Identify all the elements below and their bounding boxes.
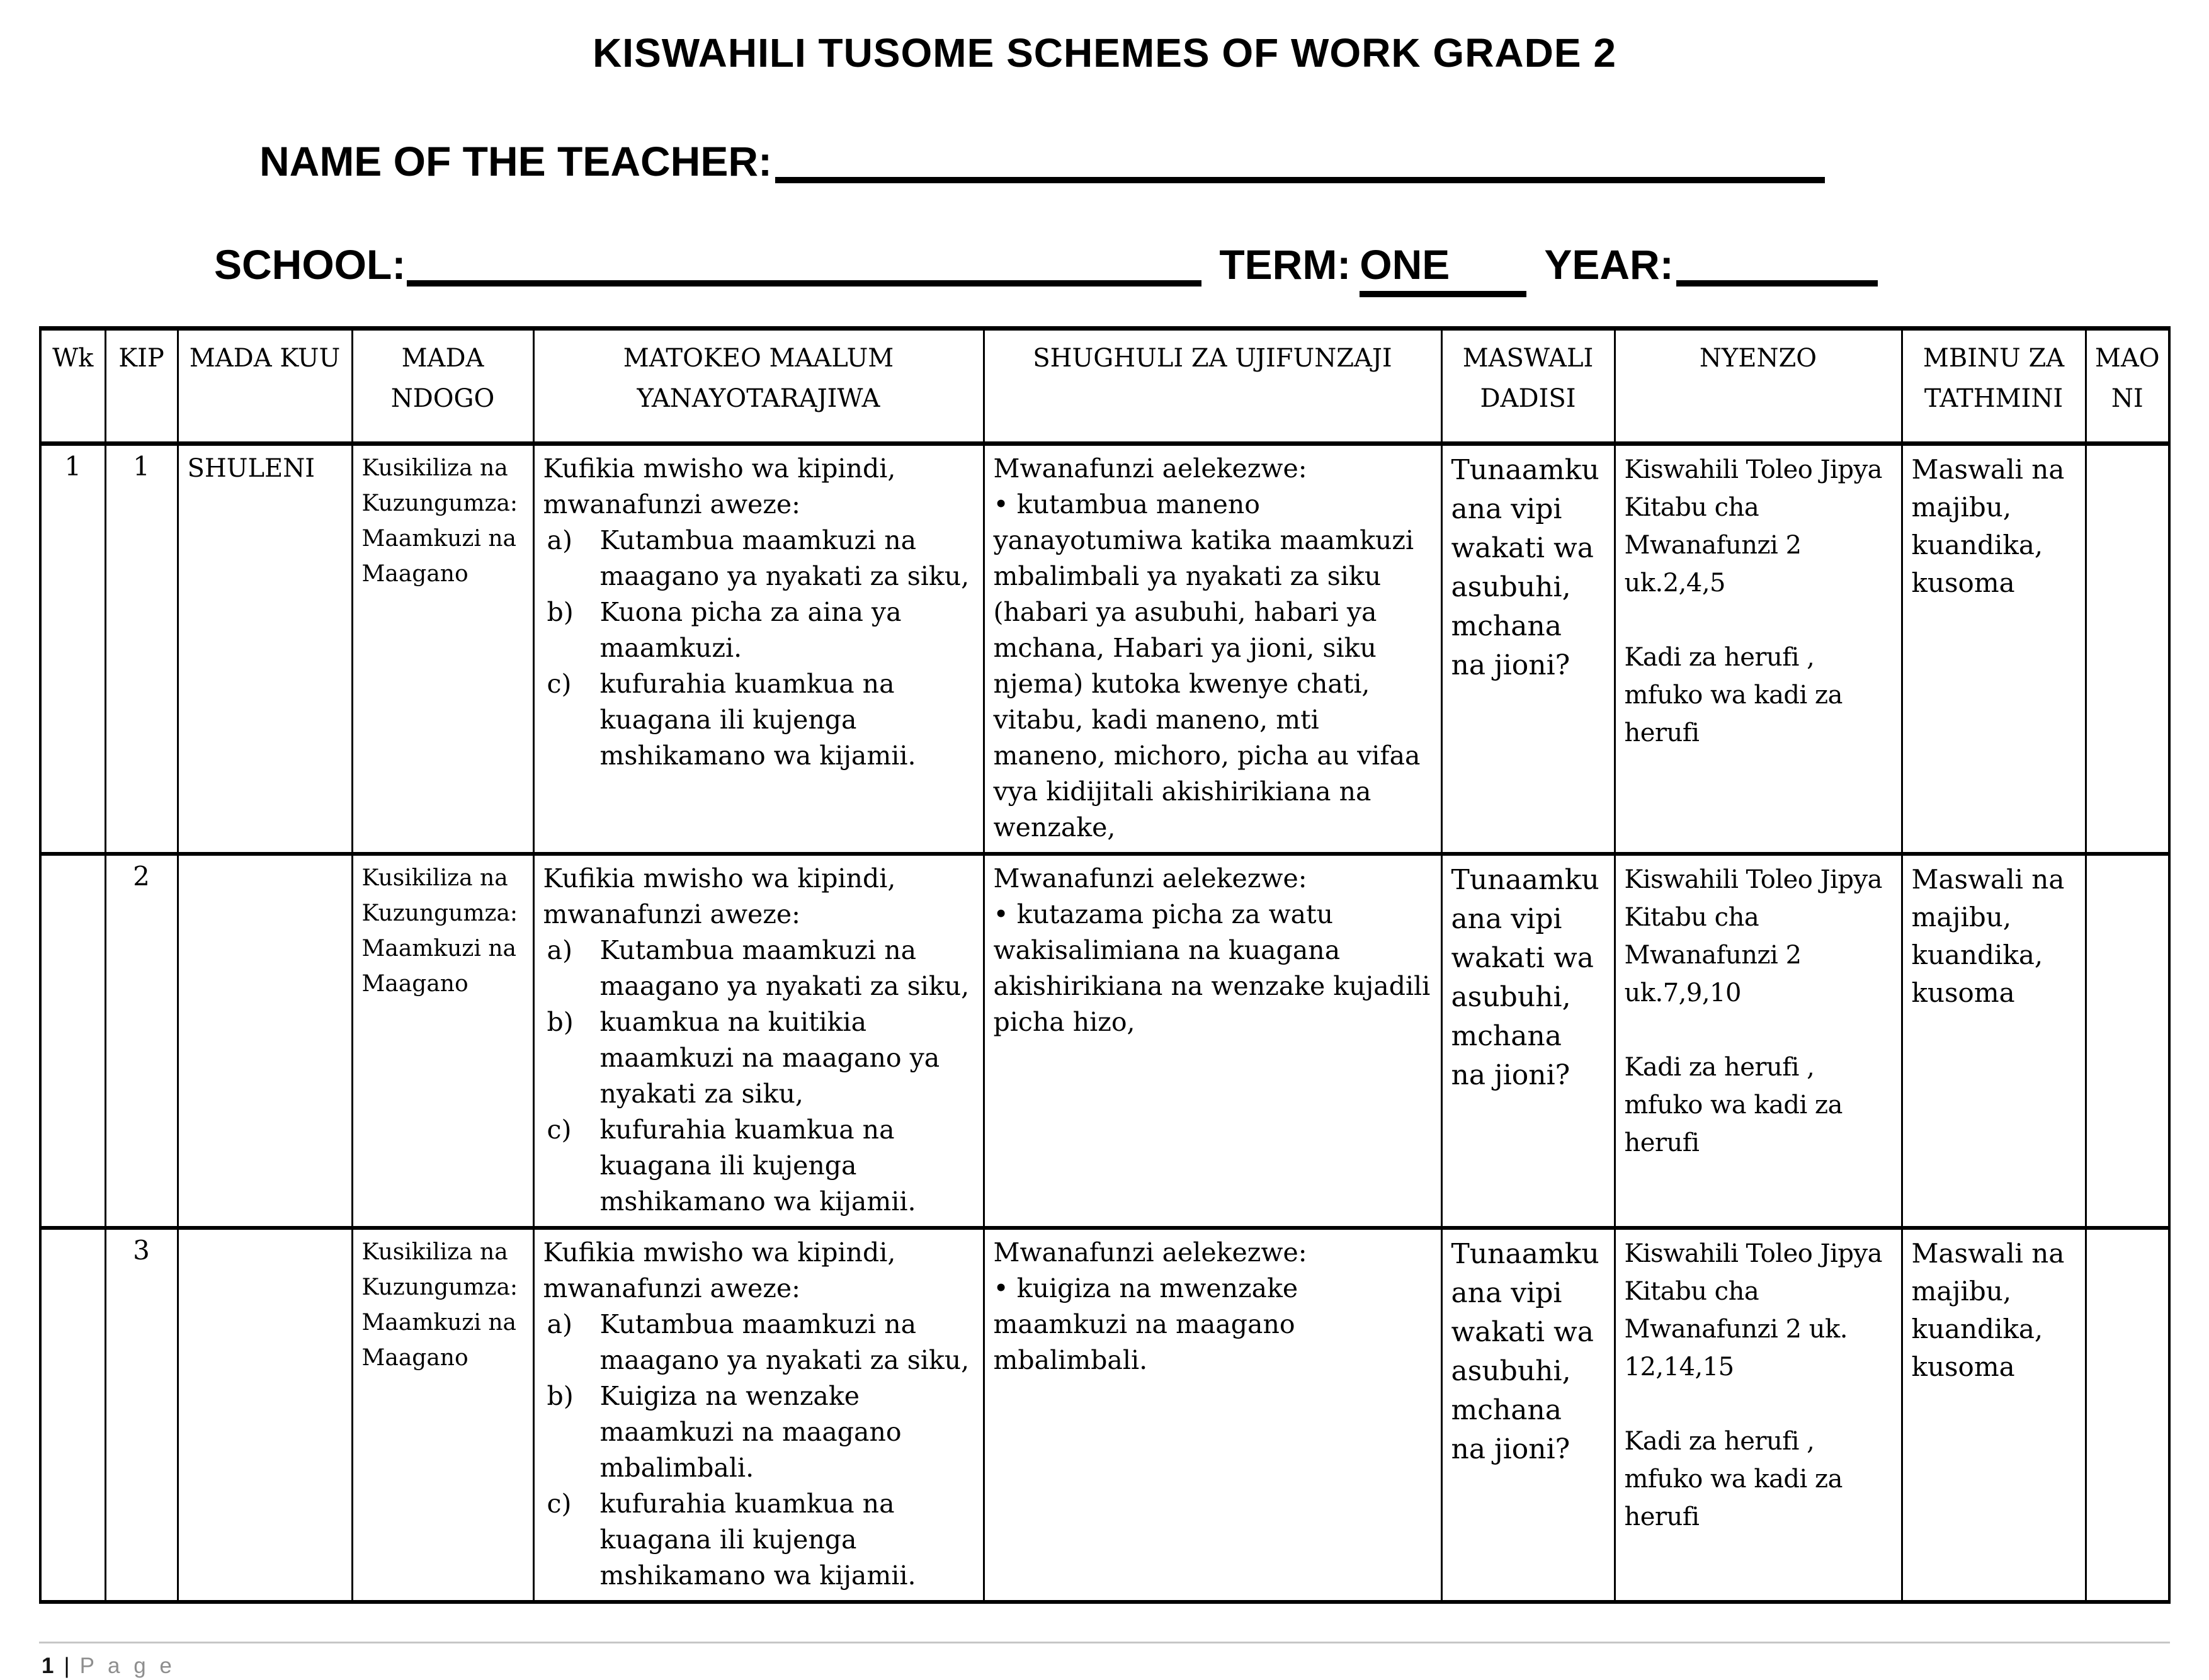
list-item: kuamkua na kuitikia maamkuzi na maagano ya nyakati za siku, [599,1007,940,1109]
nyenzo-other: Kadi za herufi , mfuko wa kadi za herufi [1624,1053,1843,1157]
cell-mbinu: Maswali na majibu, kuandika, kusoma [1902,854,2086,1228]
cell-matokeo [533,854,984,1228]
list-item: Kutambua maamkuzi na maagano ya nyakati za siku, [599,525,970,591]
shughuli-bullet-line [994,487,1432,846]
nyenzo-book: Kiswahili Toleo Jipya Kitabu cha Mwanafunzi 2 uk.7,9,10 [1624,865,1882,1007]
column-header-wk: Wk [40,329,105,444]
cell-shughuli [984,854,1441,1228]
teacher-label: NAME OF THE TEACHER: [259,138,772,184]
shughuli-bullet-text: kutazama picha za watu wakisalimiana na kuagana akishirikiana na wenzake kujadili picha hizo, [993,899,1431,1037]
table-row [40,854,2169,1228]
shughuli-bullet-line [994,897,1432,1040]
nyenzo-book: Kiswahili Toleo Jipya Kitabu cha Mwanafunzi 2 uk.2,4,5 [1624,455,1882,598]
cell-wk [40,854,105,1228]
footer-divider [39,1642,2170,1643]
list-item: Kuigiza na wenzake maamkuzi na maagano mbalimbali. [599,1381,902,1483]
cell-shughuli [984,444,1441,854]
cell-kip: 1 [105,444,178,854]
cell-maoni [2086,444,2169,854]
footer-page-number: 1 [42,1654,54,1678]
table-row [40,444,2169,854]
list-item: Kutambua maamkuzi na maagano ya nyakati za siku, [599,1309,970,1375]
cell-mada-ndogo: Kusikiliza na Kuzungumza: Maamkuzi na Maagano [352,1228,533,1602]
shughuli-bullet-text: kutambua maneno yanayotumiwa katika maamkuzi mbalimbali ya nyakati za siku (habari ya asubuhi, habari ya mchana, Habari ya jioni, siku njema) kutoka kwenye chati, vitabu, kadi maneno, mti maneno, michoro, picha au vifaa vya kidijitali akishirikiana na wenzake, [993,489,1421,843]
table-row [40,1228,2169,1602]
matokeo-intro: Kufikia mwisho wa kipindi, mwanafunzi aweze: [543,1237,896,1303]
cell-mada-kuu: SHULENI [178,444,352,854]
cell-maswali-dadisi: Tunaamkuana vipi wakati wa asubuhi, mchana na jioni? [1441,1228,1615,1602]
cell-maoni [2086,854,2169,1228]
nyenzo-other: Kadi za herufi , mfuko wa kadi za herufi [1624,643,1843,747]
cell-nyenzo [1615,854,1902,1228]
cell-shughuli [984,1228,1441,1602]
term-label: TERM: [1219,241,1351,288]
cell-matokeo [533,444,984,854]
nyenzo-other: Kadi za herufi , mfuko wa kadi za herufi [1624,1427,1843,1531]
page-title: KISWAHILI TUSOME SCHEMES OF WORK GRADE 2 [593,30,1616,76]
shughuli-intro: Mwanafunzi aelekezwe: [993,1237,1307,1268]
cell-matokeo [533,1228,984,1602]
nyenzo-book: Kiswahili Toleo Jipya Kitabu cha Mwanafunzi 2 uk. 12,14,15 [1624,1239,1882,1382]
cell-maoni [2086,1228,2169,1602]
school-label: SCHOOL: [214,241,406,288]
teacher-name-line [259,136,2209,186]
cell-mada-ndogo: Kusikiliza na Kuzungumza: Maamkuzi na Maagano [352,444,533,854]
list-item: Kutambua maamkuzi na maagano ya nyakati za siku, [599,935,970,1001]
year-blank [1676,280,1878,287]
column-header-mbinu: MBINU ZA TATHMINI [1902,329,2086,444]
cell-kip: 3 [105,1228,178,1602]
matokeo-list [543,523,974,774]
cell-nyenzo [1615,444,1902,854]
column-header-maswali-dadisi: MASWALI DADISI [1441,329,1615,444]
footer-page-label: P a g e [79,1654,176,1678]
column-header-nyenzo: NYENZO [1615,329,1902,444]
matokeo-intro: Kufikia mwisho wa kipindi, mwanafunzi aweze: [543,863,896,929]
year-label: YEAR: [1544,241,1674,288]
cell-maswali-dadisi: Tunaamkuana vipi wakati wa asubuhi, mchana na jioni? [1441,444,1615,854]
column-header-maoni: MAONI [2086,329,2169,444]
column-header-matokeo: MATOKEO MAALUM YANAYOTARAJIWA [533,329,984,444]
school-term-year-line [214,239,2209,297]
column-header-mada-kuu: MADA KUU [178,329,352,444]
cell-maswali-dadisi: Tunaamkuana vipi wakati wa asubuhi, mchana na jioni? [1441,854,1615,1228]
cell-kip: 2 [105,854,178,1228]
term-value: ONE [1360,239,1526,297]
list-item: Kuona picha za aina ya maamkuzi. [599,597,902,663]
shughuli-bullet-line [994,1271,1432,1378]
teacher-name-blank [775,177,1825,183]
list-item: kufurahia kuamkua na kuagana ili kujenga mshikamano wa kijamii. [599,1489,916,1591]
cell-mbinu: Maswali na majibu, kuandika, kusoma [1902,1228,2086,1602]
cell-nyenzo [1615,1228,1902,1602]
cell-mada-kuu [178,1228,352,1602]
cell-mbinu: Maswali na majibu, kuandika, kusoma [1902,444,2086,854]
list-item: kufurahia kuamkua na kuagana ili kujenga mshikamano wa kijamii. [599,1115,916,1217]
matokeo-intro: Kufikia mwisho wa kipindi, mwanafunzi aweze: [543,453,896,519]
bullet-icon [994,899,1017,929]
footer-separator: | [64,1654,70,1678]
bullet-icon [994,1273,1017,1303]
shughuli-intro: Mwanafunzi aelekezwe: [993,863,1307,894]
school-blank [407,280,1201,287]
cell-wk [40,1228,105,1602]
cell-wk: 1 [40,444,105,854]
page-footer [42,1652,2209,1680]
matokeo-list [543,1307,974,1594]
shughuli-bullet-text: kuigiza na mwenzake maamkuzi na maagano mbalimbali. [993,1273,1298,1375]
shughuli-intro: Mwanafunzi aelekezwe: [993,453,1307,484]
schemes-of-work-table [39,326,2171,1604]
column-header-mada-ndogo: MADA NDOGO [352,329,533,444]
cell-mada-ndogo: Kusikiliza na Kuzungumza: Maamkuzi na Maagano [352,854,533,1228]
table-header-row [40,329,2169,444]
document-page [0,29,2209,1678]
list-item: kufurahia kuamkua na kuagana ili kujenga mshikamano wa kijamii. [599,669,916,771]
column-header-kip: KIP [105,329,178,444]
bullet-icon [994,489,1017,519]
matokeo-list [543,933,974,1220]
cell-mada-kuu [178,854,352,1228]
column-header-shughuli: SHUGHULI ZA UJIFUNZAJI [984,329,1441,444]
